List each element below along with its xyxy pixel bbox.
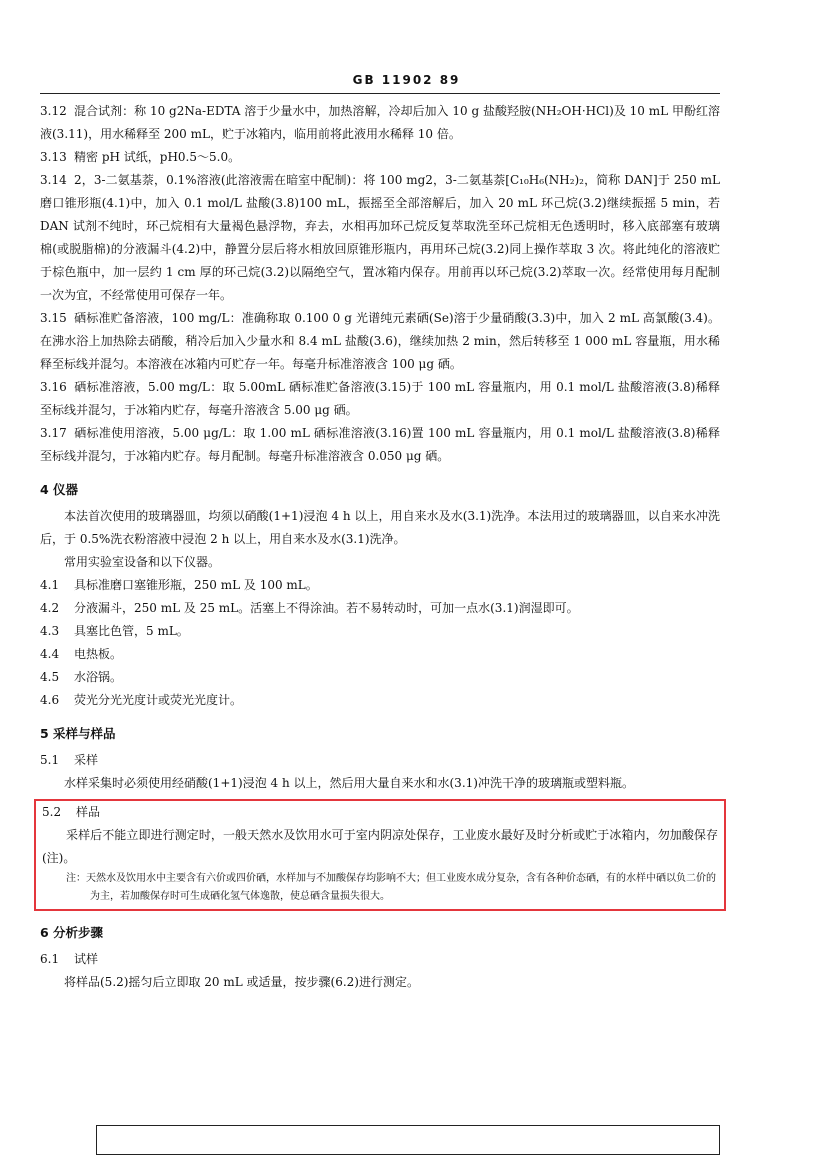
item-4-3: 4.3 具塞比色管，5 mL。 xyxy=(40,624,189,638)
item-4-6: 4.6 荧光分光光度计或荧光光度计。 xyxy=(40,693,243,707)
item-4-2: 4.2 分液漏斗，250 mL 及 25 mL。活塞上不得涂油。若不易转动时，可加一点水(3.1)润湿即可。 xyxy=(40,601,579,615)
item-5-1-text: 水样采集时必须使用经硝酸(1+1)浸泡 4 h 以上，然后用大量自来水和水(3.1)冲洗干净的玻璃瓶或塑料瓶。 xyxy=(64,776,634,790)
item-3-12: 3.12 混合试剂：称 10 g2Na-EDTA 溶于少量水中，加热溶解，冷却后加入 10 g 盐酸羟胺(NH₂OH·HCl)及 10 mL 甲酚红溶液(3.11)，用水稀释至 200 mL，贮于冰箱内，临用前将此液用水稀释 10 倍。 xyxy=(40,104,720,141)
item-3-13: 3.13 精密 pH 试纸，pH0.5～5.0。 xyxy=(40,150,241,164)
item-3-16: 3.16 硒标准溶液，5.00 mg/L：取 5.00mL 硒标准贮备溶液(3.15)于 100 mL 容量瓶内，用 0.1 mol/L 盐酸溶液(3.8)稀释至标线并混匀，于冰箱内贮存，每毫升溶液含 5.00 μg 硒。 xyxy=(40,380,720,417)
item-3-15: 3.15 硒标准贮备溶液，100 mg/L：准确称取 0.100 0 g 光谱纯元素硒(Se)溶于少量硝酸(3.3)中，加入 2 mL 高氯酸(3.4)。在沸水浴上加热除去硝酸，稍冷后加入少量水和 8.4 mL 盐酸(3.6)，继续加热 2 min，然后转移至 1 000 mL 容量瓶，用水稀释至标线并混匀。本溶液在冰箱内可贮存一年。每毫升标准溶液含 100 μg 硒。 xyxy=(40,311,720,371)
highlight-box-5-2 xyxy=(34,799,726,911)
item-6-1-text: 将样品(5.2)摇匀后立即取 20 mL 或适量，按步骤(6.2)进行测定。 xyxy=(64,975,419,989)
header-rule xyxy=(40,93,720,94)
item-3-14: 3.14 2，3-二氨基萘，0.1%溶液(此溶液需在暗室中配制)：将 100 mg2，3-二氨基萘[C₁₀H₆(NH₂)₂，简称 DAN]于 250 mL 磨口锥形瓶(4.1)中，加入 0.1 mol/L 盐酸(3.8)100 mL，振摇至全部溶解后，加入 20 mL 环己烷(3.2)继续振摇 5 min，若 DAN 试剂不纯时，环己烷相有大量褐色悬浮物，弃去，水相再加环己烷反复萃取洗至环己烷相无色透明时，移入底部塞有玻璃棉(或脱脂棉)的分液漏斗(4.2)中，静置分层后将水相放回原锥形瓶内，再用环己烷(3.2)同上操作萃取 3 次。将此纯化的溶液贮于棕色瓶中，加一层约 1 cm 厚的环己烷(3.2)以隔绝空气，置冰箱内保存。用前再以环己烷(3.2)萃取一次。经常使用每月配制一次为宜，不经常使用可保存一年。 xyxy=(40,173,720,302)
item-5-1-heading: 5.1 采样 xyxy=(40,753,99,767)
item-5-2-text: 采样后不能立即进行测定时，一般天然水及饮用水可于室内阴凉处保存，工业废水最好及时分析或贮于冰箱内，勿加酸保存(注)。 xyxy=(42,828,718,865)
item-6-1-heading: 6.1 试样 xyxy=(40,952,99,966)
section-4-para-2: 常用实验室设备和以下仪器。 xyxy=(64,555,221,569)
section-6-heading: 6 分析步骤 xyxy=(40,925,104,940)
item-3-17: 3.17 硒标准使用溶液，5.00 μg/L：取 1.00 mL 硒标准溶液(3.16)置 100 mL 容量瓶内，用 0.1 mol/L 盐酸溶液(3.8)稀释至标线并混匀，于冰箱内贮存。每月配制。每毫升标准溶液含 0.050 μg 硒。 xyxy=(40,426,720,463)
item-5-2-note: 注：天然水及饮用水中主要含有六价或四价硒，水样加与不加酸保存均影响不大；但工业废水成分复杂，含有各种价态硒，有的水样中硒以负二价的为主，若加酸保存时可生成硒化氢气体逸散，使总硒含量损失很大。 xyxy=(66,873,716,902)
item-4-5: 4.5 水浴锅。 xyxy=(40,670,123,684)
item-4-1: 4.1 具标准磨口塞锥形瓶，250 mL 及 100 mL。 xyxy=(40,578,318,592)
section-4-heading: 4 仪器 xyxy=(40,482,79,497)
section-4-para-1: 本法首次使用的玻璃器皿，均须以硝酸(1+1)浸泡 4 h 以上，用自来水及水(3.1)洗净。本法用过的玻璃器皿，以自来水冲洗后，于 0.5%洗衣粉溶液中浸泡 2 h 以上，用自来水及水(3.1)洗净。 xyxy=(40,509,720,546)
item-5-2-heading: 5.2 样品 xyxy=(42,805,101,819)
section-3-items xyxy=(40,100,720,468)
section-5-heading: 5 采样与样品 xyxy=(40,726,116,741)
page-header: GB 11902 89 xyxy=(352,73,461,87)
footer-box xyxy=(96,1125,720,1155)
item-4-4: 4.4 电热板。 xyxy=(40,647,123,661)
document-body xyxy=(40,100,720,994)
